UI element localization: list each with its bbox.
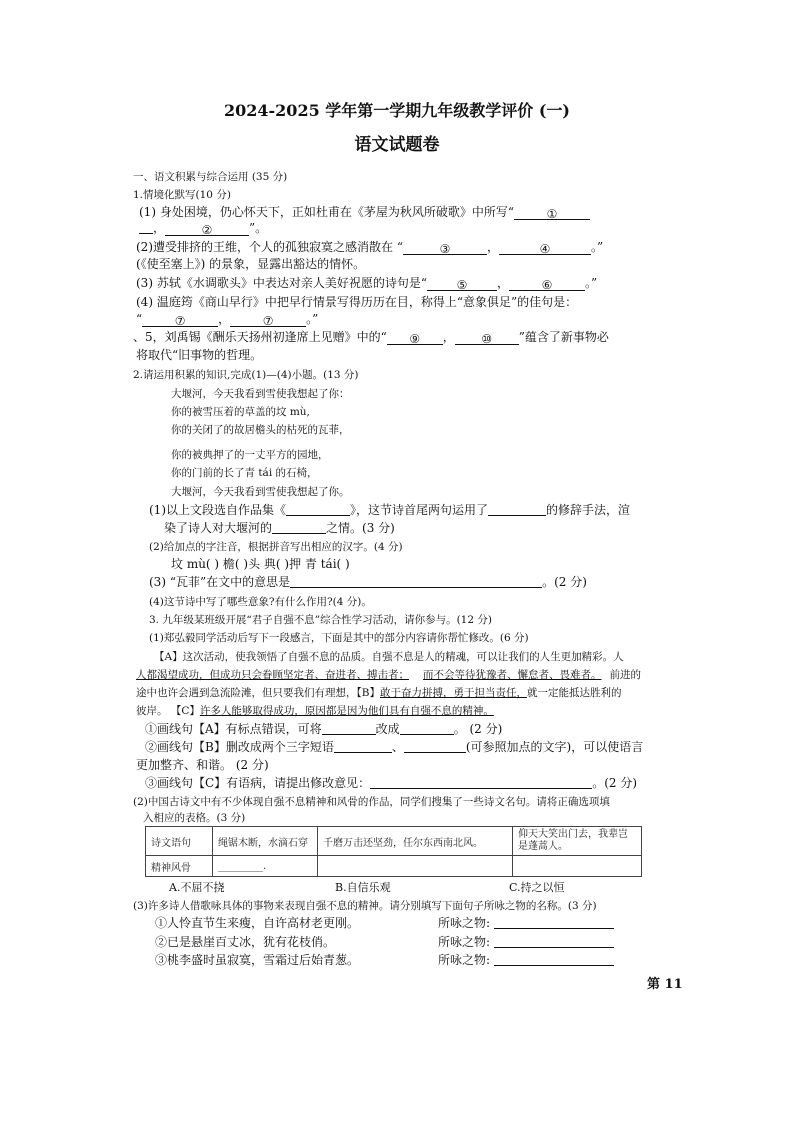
exam-title: 2024-2025 学年第一学期九年级教学评价 (一) xyxy=(224,101,570,120)
essay-line-1: 【A】这次活动，使我领悟了自强不息的品质。自强不息是人的精魂，可以让我们的人生更加精彩。人 xyxy=(154,651,624,663)
object-label: 所咏之物: xyxy=(438,953,614,968)
q3-a1: ①画线句【A】有标点错误，可将 改成 。 (2 分) xyxy=(145,722,503,736)
q3-a3: ③画线句【C】有语病，请提出修改意见： 。(2 分) xyxy=(145,776,638,790)
q3-a2-cont: 更加整齐、和谐。 (2 分) xyxy=(136,758,269,772)
q3-s2-line1: (2)中国古诗文中有不少体现自强不息精神和风骨的作品，同学们搜集了一些诗文名句。请将正确选项填 xyxy=(133,796,610,808)
blank-revision[interactable] xyxy=(370,776,592,789)
blank-object-2[interactable] xyxy=(494,935,614,948)
blank-1-tail[interactable] xyxy=(139,221,153,234)
q3-stem: 3. 九年级某班级开展“君子自强不息”综合性学习活动，请你参与。(12 分) xyxy=(149,614,492,626)
list-item: ①人怜直节生来瘦，自许高材老更刚。 xyxy=(155,916,360,930)
blank-phrase-2[interactable] xyxy=(404,740,466,753)
table-row xyxy=(146,827,642,856)
poem-line: 大堰河，今天我看到雪使我想起了你： xyxy=(171,388,350,400)
q2-s1-line2: 染了诗人对大堰河的 之情。(3 分) xyxy=(164,521,395,535)
blank-9[interactable]: ⑨ xyxy=(387,332,443,345)
poetry-table xyxy=(145,826,642,877)
page-number: 第 11 xyxy=(647,977,683,992)
list-item: ②已是悬崖百丈冰，犹有花枝俏。 xyxy=(155,935,336,949)
blank-3[interactable]: ③ xyxy=(403,242,487,255)
q1-line2: ， ② ”。 xyxy=(139,221,267,236)
poem-line: 你的被雪压着的草盖的坟 mù, xyxy=(171,406,310,418)
poem-line: 你的关闭了的故居檐头的枯死的瓦菲， xyxy=(171,424,350,436)
poem-line: 你的门前的长了青 tái 的石椅， xyxy=(171,467,318,479)
blank-emotion[interactable] xyxy=(272,521,326,534)
q2-s2-items[interactable]: 坟 mù( ) 檐( )头 典( )押 青 tái( ) xyxy=(171,557,350,571)
blank-10[interactable]: ⑩ xyxy=(455,332,519,345)
q3-a2: ②画线句【B】删改成两个三字短语 、 (可参照加点的文字)，可以使语言 xyxy=(145,740,644,754)
option-a[interactable]: A.不屈不挠 xyxy=(169,881,225,894)
q2-s2: (2)给加点的字注音，根据拼音写出相应的汉字。(4 分) xyxy=(149,541,403,553)
q1-line7: “ ⑦ ， ⑦ 。” xyxy=(136,312,319,328)
blank-2[interactable]: ② xyxy=(165,223,249,236)
blank-object-3[interactable] xyxy=(494,953,614,966)
option-b[interactable]: B.自信乐观 xyxy=(335,881,391,894)
q1-line6: (4) 温庭筠《商山早行》中把早行情景写得历历在目，称得上“意象俱足”的佳句是： xyxy=(136,295,578,309)
table-answer-cell[interactable] xyxy=(513,856,642,877)
object-label: 所咏之物: xyxy=(438,935,614,950)
table-cell: 仰天大笑出门去，我辈岂是蓬蒿人。 xyxy=(513,827,642,856)
q2-stem: 2.请运用积累的知识,完成(1)—(4)小题。(13 分) xyxy=(133,369,359,381)
table-cell: 精神风骨 xyxy=(146,856,213,877)
list-item: ③桃李盛时虽寂寞，雪霜过后始青葱。 xyxy=(155,953,360,967)
exam-subtitle: 语文试题卷 xyxy=(354,135,440,155)
table-cell: 千磨万击还坚劲，任尔东西南北风。 xyxy=(318,827,513,856)
blank-7a[interactable]: ⑦ xyxy=(142,314,218,327)
table-cell: 绳锯木断，水滴石穿 xyxy=(213,827,318,856)
poem-line: 你的被典押了的一丈平方的园地， xyxy=(171,449,329,461)
q1-line8: 、5，刘禹锡《酬乐天扬州初逢席上见赠》中的“ ⑨ ， ⑩ ”蕴含了新事物必 xyxy=(133,330,609,346)
q1-line4: (《使至塞上》) 的景象，显露出豁达的情怀。 xyxy=(136,257,366,271)
section-heading: 一、语文积累与综合运用 (35 分) xyxy=(133,171,288,183)
blank-collection[interactable] xyxy=(286,503,350,516)
q2-s1-line1: (1)以上文段选自作品集《 》，这节诗首尾两句运用了 的修辞手法，渲 xyxy=(149,503,631,517)
object-label: 所咏之物: xyxy=(438,916,614,931)
blank-rhetoric[interactable] xyxy=(488,503,546,516)
q1-line1: (1) 身处困境，仍心怀天下，正如杜甫在《茅屋为秋风所破歌》中所写“ ① xyxy=(139,205,590,220)
blank-punct-from[interactable] xyxy=(322,722,376,735)
q3-s2-line2: 入相应的表格。(3 分) xyxy=(143,812,246,824)
table-answer-cell[interactable] xyxy=(318,856,513,877)
blank-7b[interactable]: ⑦ xyxy=(230,314,306,327)
q3-s3: (3)许多诗人借歌咏具体的事物来表现自强不息的精神。请分别填写下面句子所咏之物的名称。(3 分) xyxy=(133,900,597,912)
blank-meaning[interactable] xyxy=(290,575,542,588)
q1-line5: (3) 苏轼《水调歌头》中表达对亲人美好祝愿的诗句是“ ⑤ ， ⑥ 。” xyxy=(136,276,598,292)
blank-object-1[interactable] xyxy=(494,916,614,929)
q1-line9: 将取代“旧事物的哲理。 xyxy=(136,348,263,362)
table-answer-cell[interactable]: _________. xyxy=(213,856,318,877)
q1-stem: 1.情境化默写(10 分) xyxy=(133,189,231,201)
blank-punct-to[interactable] xyxy=(400,722,454,735)
blank-1[interactable]: ① xyxy=(514,207,590,220)
table-cell: 诗文语句 xyxy=(146,827,213,856)
q3-s1: (1)郑弘毅同学活动后写下一段感言，下面是其中的部分内容请你帮忙修改。(6 分) xyxy=(149,632,529,644)
essay-line-4: 彼岸。 【C】许多人能够取得成功，原因都是因为他们具有自强不息的精神。 xyxy=(136,705,494,717)
essay-line-3: 途中也许会遇到急流险滩，但只要我们有理想，【B】敢于奋力拼搏，勇于担当责任，就一定能抵达胜利的 xyxy=(136,687,622,699)
essay-line-2: 人都渴望成功，但成功只会眷顾坚定者、奋进者、搏击者； 而不会等待犹豫者、懈怠者、畏难者。 前进的 xyxy=(136,669,641,681)
blank-5[interactable]: ⑤ xyxy=(427,278,497,291)
blank-6[interactable]: ⑥ xyxy=(509,278,585,291)
q2-s4: (4)这节诗中写了哪些意象?有什么作用?(4 分)。 xyxy=(149,596,372,608)
q1-line3: (2)遭受排挤的王维，个人的孤独寂寞之感消散在 “ ③ ， ④ 。” xyxy=(136,240,604,256)
option-c[interactable]: C.持之以恒 xyxy=(509,881,565,894)
poem-line: 大堰河，今天我看到雪使我想起了你。 xyxy=(171,486,350,498)
blank-4[interactable]: ④ xyxy=(499,242,591,255)
table-row xyxy=(146,856,642,877)
q2-s3: (3) “瓦菲”在文中的意思是 。(2 分) xyxy=(149,575,587,589)
blank-phrase-1[interactable] xyxy=(334,740,392,753)
